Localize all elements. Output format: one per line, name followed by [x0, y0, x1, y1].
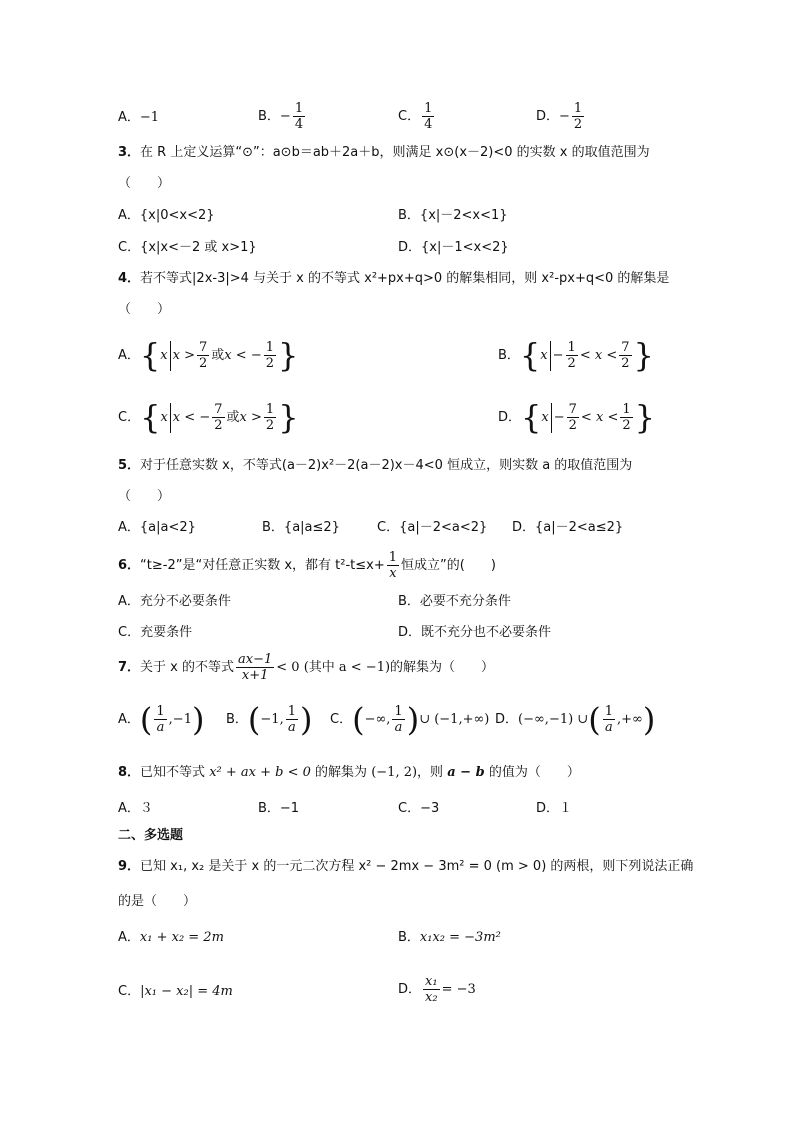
fraction: $\frac{1}{2}$	[573, 101, 583, 132]
q6-option-c: C．充要条件	[118, 625, 193, 640]
q7-option-d: D．(−∞,−1) ∪( $\frac{1}{a}$ ,+∞)	[495, 700, 656, 739]
q9-stem-line1: 9．已知 x₁, x₂ 是关于 x 的一元二次方程 x² − 2mx − 3m² = 0 (m > 0) 的两根，则下列说法正确	[118, 859, 694, 874]
q6-option-d: D．既不充分也不必要条件	[398, 625, 552, 640]
q4-stem: 4．若不等式|2x-3|>4 与关于 x 的不等式 x²+px+q>0 的解集相同，则 x²-px+q<0 的解集是	[118, 271, 670, 286]
q9-option-b: B．x₁x₂ = −3m²	[398, 930, 501, 945]
q8-stem: 8．已知不等式 x² + ax + b < 0 的解集为 (−1, 2)，则 a − b 的值为（ ）	[118, 765, 580, 780]
q3-answer-paren: （ ）	[118, 176, 171, 191]
q2-option-b: B．− $\frac{1}{4}$	[258, 101, 304, 132]
q9-option-c: C．|x₁ − x₂| = 4m	[118, 984, 233, 999]
q4-answer-paren: （ ）	[118, 302, 171, 317]
q8-option-a: A．３	[118, 801, 153, 816]
q9-stem-line2: 的是（ ）	[118, 894, 197, 909]
q8-option-d: D．１	[536, 801, 573, 816]
q7-option-a: A．( $\frac{1}{a}$ ,−1)	[118, 700, 205, 739]
q4-option-c: C．{x x < − $\frac{7}{2}$ 或x > $\frac{1}{2}$ }	[118, 398, 299, 437]
q3-option-c: C．{x|x<－2 或 x>1}	[118, 240, 257, 255]
q6-option-b: B．必要不充分条件	[398, 594, 511, 609]
fraction: $\frac{1}{4}$	[424, 101, 433, 132]
q4-option-a: A．{x x > $\frac{7}{2}$ 或x < − $\frac{1}{2}$ }	[118, 336, 299, 375]
q5-stem: 5．对于任意实数 x，不等式(a－2)x²－2(a－2)x－4<0 恒成立，则实数 a 的取值范围为	[118, 458, 633, 473]
q9-option-d: D． $\frac{\text{x₁}}{\text{x₂}}$ = −3	[398, 974, 476, 1005]
q5-option-c: C．{a|－2<a<2}	[377, 520, 488, 535]
q2-option-c: C． $\frac{1}{4}$	[398, 101, 433, 132]
q4-option-b: B．{x − $\frac{1}{2}$ < x < $\frac{7}{2}$ }	[498, 336, 654, 375]
q7-option-b: B．(−1, $\frac{1}{a}$ )	[226, 700, 313, 739]
fraction: $\frac{1}{4}$	[294, 101, 304, 132]
q3-option-b: B．{x|－2<x<1}	[398, 208, 508, 223]
q3-stem: 3．在 R 上定义运算“⊙”：a⊙b＝ab＋2a＋b，则满足 x⊙(x－2)<0 的实数 x 的取值范围为	[118, 145, 650, 160]
section-title: 二、多选题	[118, 828, 184, 843]
q3-option-a: A．{x|0<x<2}	[118, 208, 215, 223]
q8-option-c: C．−3	[398, 801, 440, 816]
q5-option-a: A．{a|a<2}	[118, 520, 196, 535]
q3-option-d: D．{x|－1<x<2}	[398, 240, 509, 255]
q4-option-d: D．{x − $\frac{7}{2}$ < x < $\frac{1}{2}$ }	[498, 398, 655, 437]
q6-stem: 6．“t≥-2”是“对任意正实数 x，都有 t²-t≤x+ $\frac{1}{x}$ 恒成立”的( )	[118, 550, 496, 581]
q8-option-b: B．−1	[258, 801, 300, 816]
q2-option-d: D．− $\frac{1}{2}$	[536, 101, 583, 132]
fraction: $\frac{ax-1}{x+1}$	[238, 652, 273, 683]
q5-option-d: D．{a|－2<a≤2}	[512, 520, 624, 535]
fraction: $\frac{1}{x}$	[388, 550, 398, 581]
q5-option-b: B．{a|a≤2}	[262, 520, 340, 535]
q2-option-a: A．−1	[118, 110, 160, 125]
q9-option-a: A．x₁ + x₂ = 2m	[118, 930, 224, 945]
q5-answer-paren: （ ）	[118, 489, 171, 504]
q6-option-a: A．充分不必要条件	[118, 594, 231, 609]
q7-option-c: C．(−∞, $\frac{1}{a}$ )∪ (−1,+∞)	[330, 700, 490, 739]
q7-stem: 7．关于 x 的不等式 $\frac{ax-1}{x+1}$ < 0 (其中 a < −1)的解集为（ ）	[118, 652, 495, 683]
